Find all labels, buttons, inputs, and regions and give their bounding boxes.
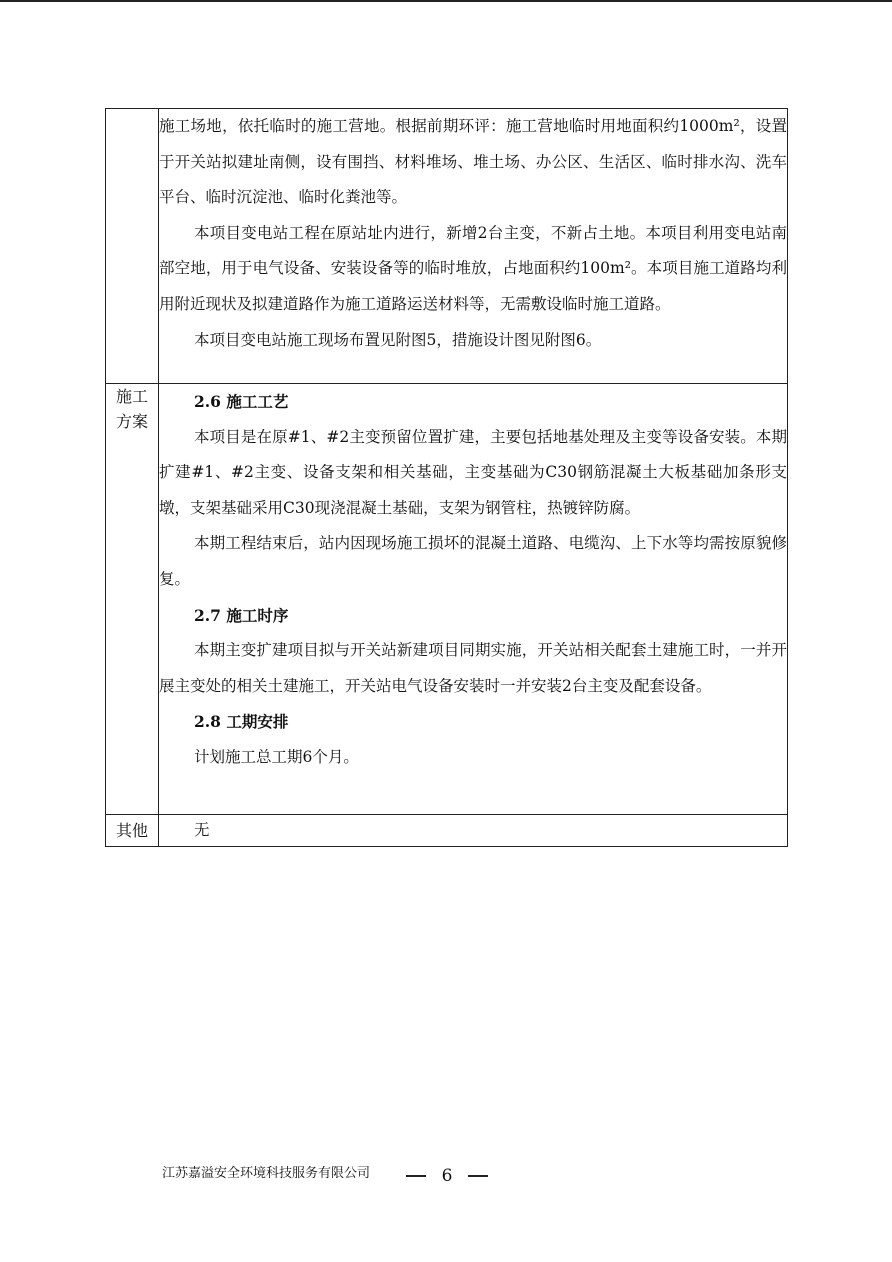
top-border-line [0,0,892,2]
paragraph-site-camp: 施工场地，依托临时的施工营地。根据前期环评：施工营地临时用地面积约1000m²，设置于开关站拟建址南侧，设有围挡、材料堆场、堆土场、办公区、生活区、临时排水沟、洗车平台、临时沉淀池、临时化粪池等。 [159,117,787,207]
heading-2-8: 2.8 工期安排 [194,712,289,732]
paragraph-restoration: 本期工程结束后，站内因现场施工损坏的混凝土道路、电缆沟、上下水等均需按原貌修复。 [159,534,787,588]
heading-2-6: 2.6 施工工艺 [194,392,289,411]
table-row [106,815,788,847]
table-row [106,109,788,384]
paragraph-sequence: 本期主变扩建项目拟与开关站新建项目同期实施，开关站相关配套土建施工时，一并开展主变处的相关土建施工，开关站电气设备安装时一并安装2台主变及配套设备。 [159,641,787,695]
table-row [106,384,788,815]
heading-2-7: 2.7 施工时序 [194,605,289,625]
paragraph-schedule: 计划施工总工期6个月。 [194,747,359,766]
row-label-other: 其他 [106,815,159,847]
paragraph-process: 本项目是在原#1、#2主变预留位置扩建，主要包括地基处理及主变等设备安装。本期扩建#1、#2主变、设备支架和相关基础，主变基础为C30钢筋混凝土大板基础加条形支墩，支架基础采用C30现浇混凝土基础，支架为钢管柱，热镀锌防腐。 [159,427,787,517]
row-label [106,109,159,384]
page-number [406,1166,488,1186]
construction-plan-cell [159,384,788,815]
row-label-construction-plan [106,384,159,815]
site-layout-cell [159,109,788,384]
footer-company: 江苏嘉溢安全环境科技服务有限公司 [162,1166,371,1181]
construction-plan-table [105,108,788,847]
other-cell [159,815,788,847]
dash-left [406,1175,426,1176]
dash-right [468,1175,488,1176]
other-text: 无 [194,821,210,839]
label-text: 施工方案 [115,387,148,431]
page-number-text: 6 [441,1166,453,1186]
paragraph-attachments: 本项目变电站施工现场布置见附图5，措施设计图见附图6。 [194,330,602,349]
paragraph-substation-site: 本项目变电站工程在原站址内进行，新增2台主变，不新占土地。本项目利用变电站南部空地，用于电气设备、安装设备等的临时堆放，占地面积约100m²。本项目施工道路均利用附近现状及拟建道路作为施工道路运送材料等，无需敷设临时施工道路。 [159,223,787,313]
